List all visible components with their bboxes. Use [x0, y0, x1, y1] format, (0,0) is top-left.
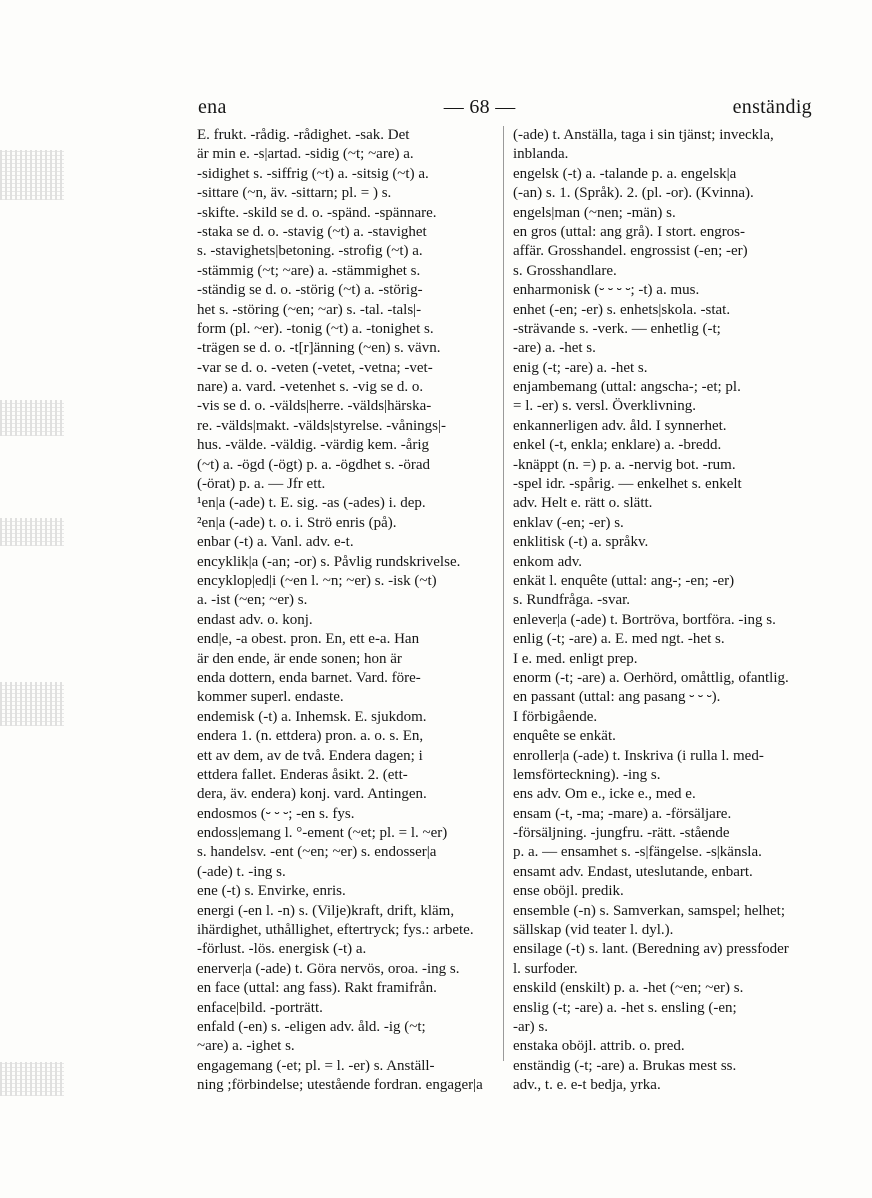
- entry-line: enklav (-en; -er) s.: [513, 514, 624, 531]
- scan-artifact: [0, 682, 64, 726]
- entry-line: enda dottern, enda barnet. Vard. före-: [197, 669, 421, 686]
- entry-line: enerver|a (-ade) t. Göra nervös, oroa. -ing s.: [197, 960, 460, 977]
- entry-line: engagemang (-et; pl. = l. -er) s. Anställ-: [197, 1057, 435, 1074]
- entry-line: -förlust. -lös. energisk (-t) a.: [197, 941, 367, 958]
- right-column: [513, 126, 811, 1096]
- entry-line: enkel (-t, enkla; enklare) a. -bredd.: [513, 437, 722, 454]
- entry-line: enface|bild. -porträtt.: [197, 999, 323, 1016]
- entry-line: enfald (-en) s. -eligen adv. åld. -ig (~t;: [197, 1018, 426, 1035]
- entry-line: nare) a. vard. -vetenhet s. -vig se d. o.: [197, 379, 424, 396]
- entry-line: dera, äv. endera) konj. vard. Antingen.: [197, 786, 427, 803]
- entry-line: l. surfoder.: [513, 960, 578, 977]
- entry-line: ²en|a (-ade) t. o. i. Strö enris (på).: [197, 514, 397, 531]
- guide-word-left: ena: [198, 96, 227, 118]
- entry-line: (-ade) t. -ing s.: [197, 863, 286, 880]
- entry-line: form (pl. ~er). -tonig (~t) a. -tonighet s.: [197, 320, 434, 337]
- left-column: [197, 126, 495, 1096]
- entry-line: enharmonisk (⏑ ⏑ ⏑ ⏑; -t) a. mus.: [513, 282, 700, 299]
- entry-line: enquête se enkät.: [513, 728, 616, 745]
- entry-line: enbar (-t) a. Vanl. adv. e-t.: [197, 534, 354, 551]
- entry-line: enhet (-en; -er) s. enhets|skola. -stat.: [513, 301, 731, 318]
- scan-artifact: [0, 518, 64, 546]
- entry-line: = l. -er) s. versl. Överklivning.: [513, 398, 697, 415]
- entry-line: ene (-t) s. Envirke, enris.: [197, 883, 346, 900]
- running-header: [198, 96, 812, 122]
- entry-line: -sittare (~n, äv. -sittarn; pl. = ) s.: [197, 185, 392, 202]
- entry-line: ¹en|a (-ade) t. E. sig. -as (-ades) i. dep.: [197, 495, 426, 512]
- entry-line: ens adv. Om e., icke e., med e.: [513, 786, 696, 803]
- scan-artifact: [0, 400, 64, 436]
- entry-line: ett av dem, av de två. Endera dagen; i: [197, 747, 423, 764]
- entry-line: (-an) s. 1. (Språk). 2. (pl. -or). (Kvinna).: [513, 185, 754, 202]
- entry-line: är den ende, är ende sonen; hon är: [197, 650, 402, 667]
- entry-line: energi (-en l. -n) s. (Vilje)kraft, drift, kläm,: [197, 902, 455, 919]
- entry-line: end|e, -a obest. pron. En, ett e-a. Han: [197, 631, 420, 648]
- entry-line: -ständig se d. o. -störig (~t) a. -störig-: [197, 282, 423, 299]
- entry-line: adv., t. e. e-t bedja, yrka.: [513, 1077, 661, 1094]
- guide-word-right: enständig: [732, 96, 812, 118]
- entry-line: (-örat) p. a. — Jfr ett.: [197, 476, 326, 493]
- entry-line: (-ade) t. Anställa, taga i sin tjänst; inveckla,: [513, 127, 774, 143]
- entry-line: E. frukt. -rådig. -rådighet. -sak. Det: [197, 127, 410, 143]
- entry-line: s. handelsv. -ent (~en; ~er) s. endosser|a: [197, 844, 437, 861]
- entry-line: en passant (uttal: ang pasang ⏑ ⏑ ⏑).: [513, 689, 721, 706]
- entry-line: inblanda.: [513, 146, 569, 163]
- entry-line: endoss|emang l. °-ement (~et; pl. = l. ~er): [197, 825, 448, 842]
- entry-line: adv. Helt e. rätt o. slätt.: [513, 495, 653, 512]
- entry-line: het s. -störing (~en; ~ar) s. -tal. -tals|-: [197, 301, 422, 318]
- entry-line: s. Grosshandlare.: [513, 262, 617, 279]
- entry-line: -staka se d. o. -stavig (~t) a. -stavighet: [197, 223, 427, 240]
- entry-line: enorm (-t; -are) a. Oerhörd, omåttlig, ofantlig.: [513, 669, 789, 686]
- entry-line: -försäljning. -jungfru. -rätt. -stående: [513, 825, 730, 842]
- entry-line: ensam (-t, -ma; -mare) a. -försäljare.: [513, 805, 732, 822]
- entry-line: enkät l. enquête (uttal: ang-; -en; -er): [513, 572, 735, 589]
- entry-line: är min e. -s|artad. -sidig (~t; ~are) a.: [197, 146, 414, 163]
- entry-line: lemsförteckning). -ing s.: [513, 766, 661, 783]
- entry-line: -are) a. -het s.: [513, 340, 596, 357]
- entry-line: enklitisk (-t) a. språkv.: [513, 534, 649, 551]
- entry-line: -ar) s.: [513, 1018, 548, 1035]
- entry-line: endera 1. (n. ettdera) pron. a. o. s. En,: [197, 728, 424, 745]
- entry-line: ihärdighet, uthållighet, eftertryck; fys.: arbete.: [197, 922, 474, 939]
- entry-line: -trägen se d. o. -t[r]änning (~en) s. vävn.: [197, 340, 441, 357]
- entry-line: I e. med. enligt prep.: [513, 650, 638, 667]
- entry-line: -sidighet s. -siffrig (~t) a. -sitsig (~t) a.: [197, 165, 429, 182]
- entry-line: enlever|a (-ade) t. Bortröva, bortföra. -ing s.: [513, 611, 776, 628]
- entry-line: s. Rundfråga. -svar.: [513, 592, 631, 609]
- entry-line: encyklop|ed|i (~en l. ~n; ~er) s. -isk (~t): [197, 572, 437, 589]
- entry-line: p. a. — ensamhet s. -s|fängelse. -s|känsla.: [513, 844, 762, 861]
- entry-line: affär. Grosshandel. engrossist (-en; -er): [513, 243, 748, 260]
- entry-line: ettdera fallet. Enderas åsikt. 2. (ett-: [197, 766, 408, 783]
- entry-line: endemisk (-t) a. Inhemsk. E. sjukdom.: [197, 708, 427, 725]
- entry-line: ense oböjl. predik.: [513, 883, 624, 900]
- entry-line: encyklik|a (-an; -or) s. Påvlig rundskrivelse.: [197, 553, 461, 570]
- entry-line: engels|man (~nen; -män) s.: [513, 204, 676, 221]
- entry-line: en face (uttal: ang fass). Rakt framifrån.: [197, 980, 437, 997]
- scan-artifact: [0, 1062, 64, 1096]
- entry-line: ning ;förbindelse; utestående fordran. engager|a: [197, 1077, 483, 1094]
- entry-line: ensilage (-t) s. lant. (Beredning av) pressfoder: [513, 941, 789, 958]
- entry-line: s. -stavighets|betoning. -strofig (~t) a.: [197, 243, 423, 260]
- entry-line: endosmos (⏑ ⏑ ⏑; -en s. fys.: [197, 805, 355, 822]
- entry-line: -var se d. o. -veten (-vetet, -vetna; -vet-: [197, 359, 433, 376]
- column-divider: [503, 126, 504, 1061]
- entry-line: kommer superl. endaste.: [197, 689, 344, 706]
- entry-line: ensamt adv. Endast, uteslutande, enbart.: [513, 863, 753, 880]
- entry-line: enslig (-t; -are) a. -het s. ensling (-en;: [513, 999, 737, 1016]
- page-number: — 68 —: [443, 96, 516, 118]
- entry-line: -skifte. -skild se d. o. -spänd. -spännare.: [197, 204, 437, 221]
- entry-line: enig (-t; -are) a. -het s.: [513, 359, 648, 376]
- entry-line: a. -ist (~en; ~er) s.: [197, 592, 308, 609]
- scan-artifact: [0, 150, 64, 200]
- entry-line: enständig (-t; -are) a. Brukas mest ss.: [513, 1057, 737, 1074]
- entry-line: hus. -välde. -väldig. -värdig kem. -årig: [197, 437, 430, 454]
- entry-line: en gros (uttal: ang grå). I stort. engros-: [513, 223, 746, 240]
- entry-line: enskild (enskilt) p. a. -het (~en; ~er) s.: [513, 980, 744, 997]
- entry-line: I förbigående.: [513, 708, 598, 725]
- entry-line: -vis se d. o. -välds|herre. -välds|härska-: [197, 398, 432, 415]
- entry-line: sällskap (vid teater l. dyl.).: [513, 922, 674, 939]
- entry-line: re. -välds|makt. -välds|styrelse. -vånings|-: [197, 417, 446, 434]
- entry-line: enkannerligen adv. åld. I synnerhet.: [513, 417, 727, 434]
- entry-line: -spel idr. -spårig. — enkelhet s. enkelt: [513, 476, 742, 493]
- entry-line: ~are) a. -ighet s.: [197, 1038, 295, 1055]
- entry-line: enroller|a (-ade) t. Inskriva (i rulla l. med-: [513, 747, 764, 764]
- entry-line: -stämmig (~t; ~are) a. -stämmighet s.: [197, 262, 421, 279]
- entry-line: ensemble (-n) s. Samverkan, samspel; helhet;: [513, 902, 786, 919]
- entry-line: engelsk (-t) a. -talande p. a. engelsk|a: [513, 165, 737, 182]
- entry-line: enjambemang (uttal: angscha-; -et; pl.: [513, 379, 741, 396]
- entry-line: endast adv. o. konj.: [197, 611, 313, 628]
- entry-line: -strävande s. -verk. — enhetlig (-t;: [513, 320, 721, 337]
- entry-line: enstaka oböjl. attrib. o. pred.: [513, 1038, 685, 1055]
- entry-line: (~t) a. -ögd (-ögt) p. a. -ögdhet s. -örad: [197, 456, 431, 473]
- entry-line: -knäppt (n. =) p. a. -nervig bot. -rum.: [513, 456, 736, 473]
- entry-line: enkom adv.: [513, 553, 583, 570]
- entry-line: enlig (-t; -are) a. E. med ngt. -het s.: [513, 631, 725, 648]
